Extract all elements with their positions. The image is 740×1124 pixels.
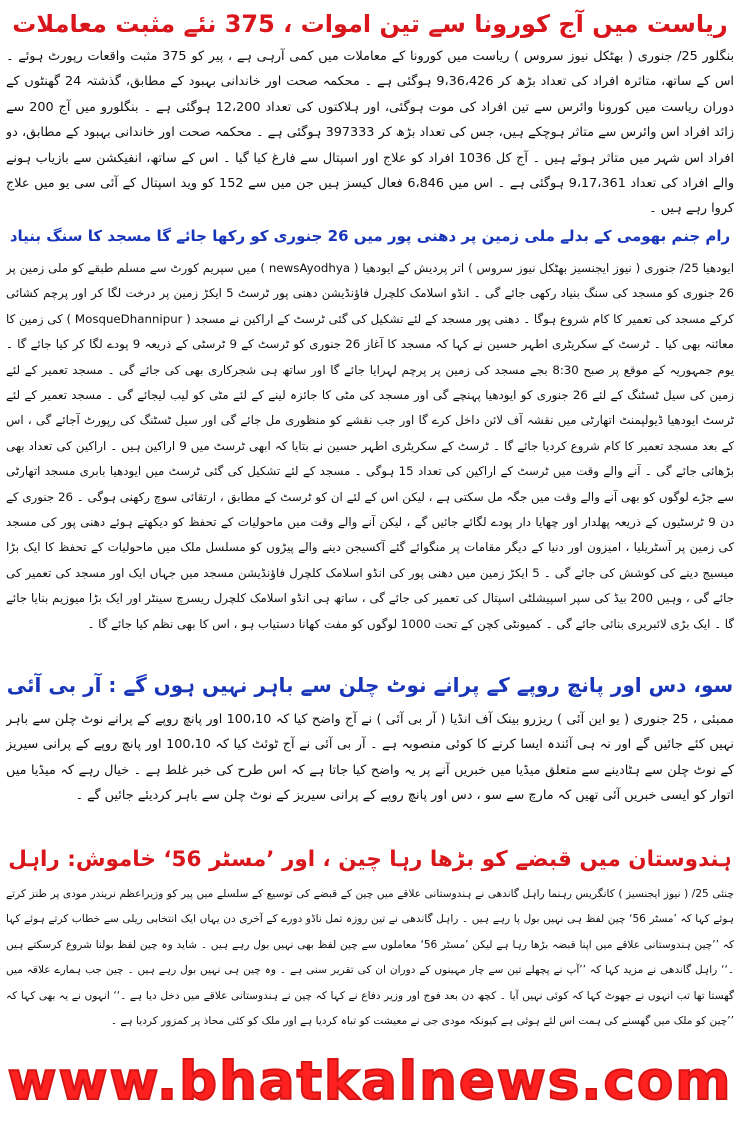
article-headline: رام جنم بھومی کے بدلے ملی زمین پر دھنی پور میں 26 جنوری کو رکھا جائے گا مسجد کا سنگ بنیاد: [9, 227, 731, 245]
article-headline: سو، دس اور پانچ روپے کے پرانے نوٹ چلن سے باہر نہیں ہوں گے : آر بی آئی: [6, 673, 734, 697]
article-body: چنئی 25/ ( نیوز ایجنسیز ) کانگریس رہنما راہل گاندھی نے ہندوستانی علاقے میں چین کے قبضے کی توسیع کے سلسلے میں پیر کو وزیراعظم نریندر مودی پر طنز کرتے ہوئے کہا کہ ’مسٹر 56‘ چین لفظ ہی نہیں بول پا رہے ہیں ۔ راہل گاندھی نے تین روزہ تمل ناڈو دورے کے آخری دن یہاں ایک انتخابی ریلی سے خطاب کرتے ہوئے کہا کہ ’’چین ہندوستانی علاقے میں اپنا قبضہ بڑھا رہا ہے لیکن ’مسٹر 56‘ معاملوں سے چین لفظ بھی نہیں بول رہے ہیں ۔ شاید وہ چین لفظ بولنا شروع کرسکتے ہیں ۔‘‘ راہل گاندھی نے مزید کہا کہ ’’آپ نے پچھلے تین سے چار مہینوں کے دوران ان کی تقریر سنی ہے ۔ وہ چین ہی نہیں بول رہے ہیں ۔ چین جب ہمارے علاقہ میں گھستا تھا تب انہوں نے جھوٹ کہا کہ کوئی نہیں آیا ۔ کچھ دن بعد فوج اور وزیر دفاع نے کہا کہ چین نے ہندوستانی علاقے میں دخل دیا ہے ۔‘‘ انہوں نے یہ بھی کہا کہ ’’چین کو ملک میں گھسنے کی ہمت اس لئے ہوئی ہے کیونکہ مودی جی نے معیشت کو تباہ کردیا ہے اور ملک کو کئی محاذ پر کمزور کردیا ہے ۔: [6, 888, 734, 1028]
site-footer: [0, 1046, 740, 1118]
article-body: ممبئی ، 25 جنوری ( یو این آئی ) ریزرو بینک آف انڈیا ( آر بی آئی ) نے آج واضح کیا کہ 100،10 اور پانچ روپے کے پرانے نوٹ چلن سے باہر نہیں کئے جائیں گے اور نہ ہی آئندہ ایسا کرنے کا کوئی منصوبہ ہے ۔ آر بی آئی نے آج ٹوئٹ کیا کہ 100،10 اور پانچ روپے کے پرانی سیریز کے نوٹ چلن سے ہٹادینے سے متعلق میڈیا میں خبریں آنے پر یہ واضح کیا جاتا ہے کہ اس طرح کی خبر غلط ہے ۔ خیال رہے کہ میڈیا میں اتوار کو ایسی خبریں آئی تھیں کہ مارچ سے سو ، دس اور پانچ روپے کے پرانی سیریز کے نوٹ چلن سے باہر کردیئے جائیں گے ۔: [6, 712, 734, 804]
site-url-watermark: www.bhatkalnews.com: [7, 1051, 733, 1112]
article-rahul-china: [6, 838, 734, 1039]
article-rbi-notes: [6, 663, 734, 833]
article-headline: ہندوستان میں قبضے کو بڑھا رہا چین ، اور ’مسٹر 56‘ خاموش: راہل: [8, 847, 732, 872]
article-body: ایودھیا 25/ جنوری ( نیوز ایجنسیز بھٹکل نیوز سروس ) اتر پردیش کے ایودھیا ( newsAyodhya ) میں سپریم کورٹ سے مسلم طبقے کو ملی زمین پر 26 جنوری کو مسجد کی سنگ بنیاد رکھی جائے گی ۔ انڈو اسلامک کلچرل فاؤنڈیشن دھنی پور ٹرسٹ 5 ایکڑ زمین پر درخت لگا کر اور پرچم کشائی کرکے مسجد کی تعمیر کا کام شروع ہوگا ۔ دھنی پور مسجد کے لئے تشکیل کی گئی ٹرسٹ کے اراکین نے مسجد ( MosqueDhannipur ) کی زمین کا معائنہ بھی کیا ۔ ٹرسٹ کے سکریٹری اطہر حسین نے کہا کہ مسجد کا آغاز 26 جنوری کو ٹرسٹ کے 9 ٹرسٹی کے ذریعہ 9 پودے لگا کر کیا جائے گا ۔ یوم جمہوریہ کے موقع پر صبح 8:30 بجے مسجد کی زمین پر پرچم لہرایا جائے گا اور ساتھ ہی شجرکاری بھی کی جائے گی ۔ مسجد تعمیر کے لئے زمین کی سیل ٹسٹنگ کے لئے 26 جنوری کو ایودھیا پہنچے گی اور مسجد کی مٹی کا جائزہ لینے کے لئے مٹی کو لیب لیجائے گی ۔ مسجد تعمیر کے لئے ٹرسٹ ایودھیا ڈیولپمنٹ اتھارٹی میں نقشہ آف لائن داخل کرے گا اور جب نقشے کو منظوری مل جائے گی اور سیل ٹسٹنگ کی رپورٹ آجائے گی ، اس کے بعد مسجد تعمیر کا کام شروع کردیا جائے گا ۔ ٹرسٹ کے سکریٹری اطہر حسین نے بتایا کہ ابھی ٹرسٹ میں 9 اراکین ہیں ۔ اراکین کی تعداد بھی بڑھائی جائے گی ۔ آنے والے وقت میں ٹرسٹ کے اراکین کی تعداد 15 ہوگی ۔ مسجد کے لئے تشکیل کی گئی ٹرسٹ میں ایودھیا بابری مسجد اتھارٹی سے جڑے لوگوں کو بھی آنے والے وقت میں جگہ مل سکتی ہے ، لیکن اس کے لئے ان کو ٹرسٹ کے مطابق ، ارتقائی سوچ رکھنی ہوگی ۔ 26 جنوری کے دن 9 ٹرسٹیوں کے ذریعہ پھلدار اور چھایا دار پودے لگائے جائیں گے ، لیکن آنے والے وقت میں ماحولیات کے تحفظ کو دیکھتے ہوئے دھنی پور کی مسجد کی زمین پر آسٹریلیا ، امیزون اور دنیا کے دیگر مقامات پر منگوائے گئے آکسیجن دینے والے پیڑوں کو مسلسل ملک میں ماحولیات کے تحفظ کا ایک بڑا میسیج دینے کی کوشش کی جائے گی ۔ 5 ایکڑ زمین میں دھنی پور کی انڈو اسلامک کلچرل فاؤنڈیشن مسجد میں جہاں ایک اور مسجد کی تعمیر کی جائے گی ، وہیں 200 بیڈ کی سپر اسپیشلٹی اسپتال کی تعمیر کی جائے گی ، ساتھ ہی انڈو اسلامک کلچرل ریسرچ سینٹر اور ایک بڑا میوزیم بنایا جائے گا ۔ ایک بڑی لائبریری بنائی جائے گی ۔ کمیونٹی کچن کے تحت 1000 لوگوں کو مفت کھانا دستیاب ہو ، اس کا بھی نظم کیا جائے گا ۔: [6, 261, 734, 631]
article-headline: ریاست میں آج کورونا سے تین اموات ، 375 نئے مثبت معاملات: [12, 10, 728, 38]
article-body: بنگلور 25/ جنوری ( بھٹکل نیوز سروس ) ریاست میں کورونا کے معاملات میں کمی آرہی ہے ، پیر کو 375 مثبت واقعات رپورٹ ہوئے ۔ اس کے ساتھ، متاثرہ افراد کی تعداد بڑھ کر 9،36،426 ہوگئی ہے ۔ محکمہ صحت اور خاندانی بہبود کے مطابق، گذشتہ 24 گھنٹوں کے دوران ریاست میں کورونا وائرس سے تین افراد کی موت ہوگئی، اور ہلاکتوں کی تعداد 12،200 ہوگئی ہے ۔ بنگلورو میں آج 200 سے زائد افراد اس وائرس سے متاثر ہوچکے ہیں، جس کی تعداد بڑھ کر 397333 ہوگئی ہے ۔ محکمہ صحت اور خاندانی بہبود کے مطابق، دو افراد اس شہر میں متاثر ہوئے ہیں ۔ آج کل 1036 افراد کو علاج اور اسپتال سے فارغ کیا گیا ۔ اس کے ساتھ، انفیکشن سے بازیاب ہونے والے افراد کی تعداد 9،17،361 ہوگئی ہے ۔ اس میں 6،846 فعال کیسز ہیں جن میں سے 152 کو وید اسپتال کے آئی سی یو میں علاج کروا رہے ہیں ۔: [6, 49, 734, 217]
article-dhannipur-mosque: [6, 216, 734, 660]
article-corona-update: [6, 4, 734, 230]
